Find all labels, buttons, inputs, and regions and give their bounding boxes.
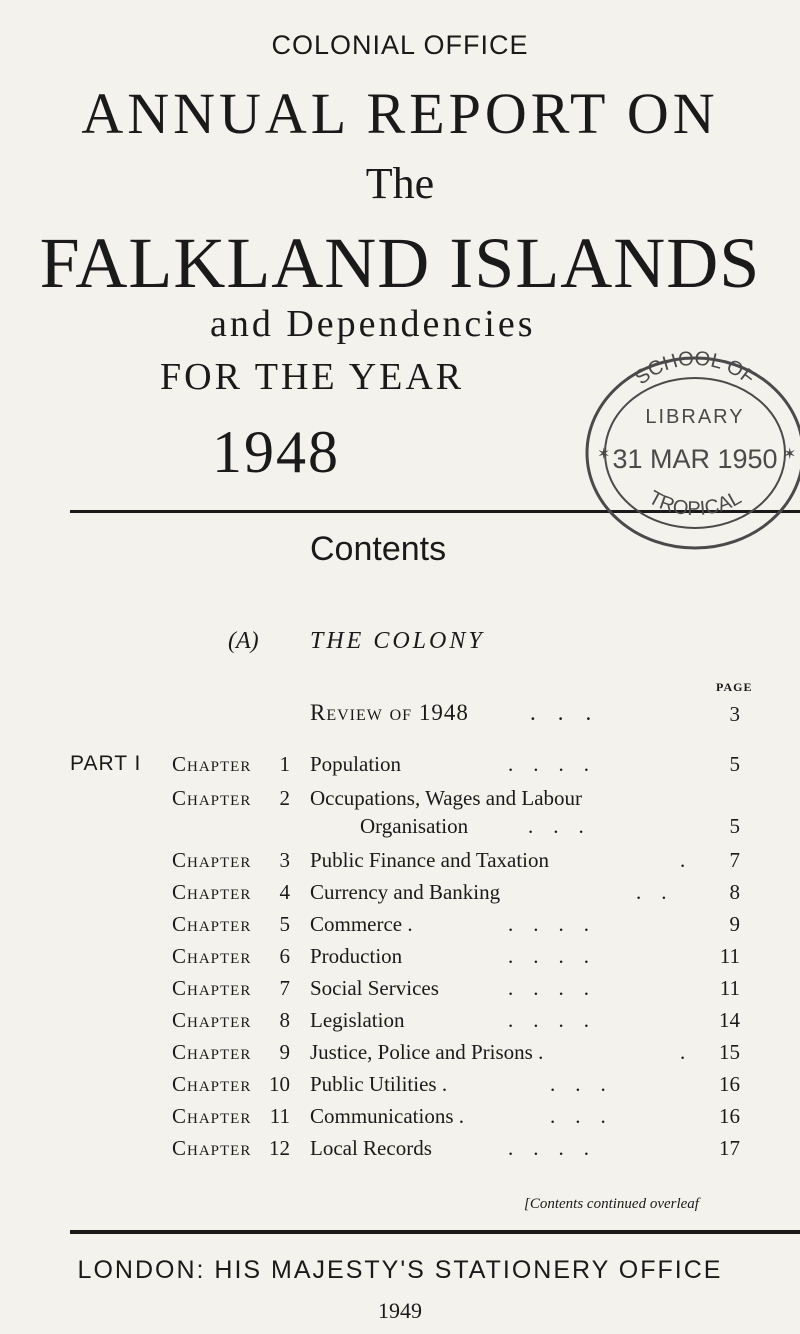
stamp-top-text: SCHOOL OF: [631, 347, 760, 390]
chapter-dots: .: [680, 1040, 706, 1064]
section-title: THE COLONY: [310, 628, 485, 654]
stamp-star-icon-left: ✶: [597, 444, 611, 463]
chapter-row: [0, 1072, 800, 1106]
chapter-number: 10: [269, 1072, 290, 1096]
chapter-title: Communications .: [310, 1104, 464, 1128]
chapter-row: [0, 752, 800, 786]
chapter-row: [0, 944, 800, 978]
chapter-dots: ...: [550, 1104, 626, 1128]
chapter-row: [0, 1040, 800, 1074]
chapter-number: 2: [279, 786, 290, 810]
for-the-year-label: FOR THE YEAR: [160, 356, 465, 398]
chapter-dots: ....: [508, 912, 609, 936]
chapter-dots: ....: [508, 1136, 609, 1160]
report-title-line2: The: [365, 159, 435, 208]
chapter-number: 8: [279, 1008, 290, 1032]
stamp-library-text: LIBRARY: [645, 406, 745, 428]
chapter-title: Justice, Police and Prisons .: [310, 1040, 544, 1064]
library-stamp: [575, 345, 800, 560]
chapter-dots: ...: [550, 1072, 626, 1096]
review-entry-page: 3: [729, 702, 740, 726]
stamp-date: 31 MAR 1950: [612, 444, 778, 474]
chapter-dots: ....: [508, 976, 609, 1000]
chapter-row: [0, 1008, 800, 1042]
chapter-title: Currency and Banking: [310, 880, 501, 904]
chapter-row: [0, 912, 800, 946]
report-title-line1: ANNUAL REPORT ON: [81, 81, 719, 146]
chapter-label: Chapter: [172, 1136, 252, 1160]
chapter-title: Social Services: [310, 976, 439, 1000]
chapter-page: 14: [719, 1008, 740, 1032]
chapter-dots: ...: [528, 814, 604, 838]
chapter-label: Chapter: [172, 944, 252, 968]
chapter-row: [0, 976, 800, 1010]
chapter-title: Occupations, Wages and Labour: [310, 786, 583, 810]
chapter-page: 16: [719, 1104, 740, 1128]
chapter-row: [0, 1104, 800, 1138]
chapter-dots: .: [680, 848, 706, 872]
chapter-label: Chapter: [172, 976, 252, 1000]
chapter-label: Chapter: [172, 1072, 252, 1096]
report-year: 1948: [212, 419, 340, 485]
chapter-title: Legislation: [310, 1008, 405, 1032]
chapter-number: 1: [279, 752, 290, 776]
chapter-label: Chapter: [172, 1040, 252, 1064]
chapter-page: 15: [719, 1040, 740, 1064]
chapter-number: 6: [279, 944, 290, 968]
report-subtitle: and Dependencies: [210, 303, 536, 345]
chapter-number: 12: [269, 1136, 290, 1160]
chapter-label: Chapter: [172, 848, 252, 872]
chapter-row: [0, 880, 800, 914]
chapter-number: 9: [279, 1040, 290, 1064]
stamp-bottom-text: TROPICAL: [644, 486, 746, 521]
chapter-title: Public Finance and Taxation: [310, 848, 550, 872]
part-label: PART I: [70, 752, 142, 775]
chapter-page: 17: [719, 1136, 740, 1160]
chapter-page: 8: [729, 880, 740, 904]
chapter-page: 7: [729, 848, 740, 872]
bottom-divider: [70, 1230, 800, 1234]
chapter-row: [0, 786, 800, 850]
chapter-dots: ..: [636, 880, 687, 904]
review-entry-title: Review of 1948: [310, 700, 469, 725]
chapter-row: [0, 1136, 800, 1170]
chapter-label: Chapter: [172, 1104, 252, 1128]
chapter-dots: ....: [508, 944, 609, 968]
contents-heading: Contents: [310, 530, 447, 568]
stamp-star-icon-right: ✶: [783, 444, 797, 463]
chapter-label: Chapter: [172, 1008, 252, 1032]
continued-note: [Contents continued overleaf: [524, 1196, 699, 1212]
chapter-page: 11: [719, 944, 740, 968]
chapter-title: Local Records: [310, 1136, 432, 1160]
chapter-title: Public Utilities .: [310, 1072, 448, 1096]
chapter-label: Chapter: [172, 786, 252, 810]
chapter-number: 5: [279, 912, 290, 936]
report-title-line3: FALKLAND ISLANDS: [39, 223, 761, 303]
publisher-line: LONDON: HIS MAJESTY'S STATIONERY OFFICE: [77, 1256, 723, 1284]
chapter-number: 4: [279, 880, 290, 904]
chapter-row: [0, 848, 800, 882]
chapter-number: 3: [279, 848, 290, 872]
chapter-label: Chapter: [172, 912, 252, 936]
review-entry-dots: ...: [530, 700, 614, 725]
chapter-title: Production: [310, 944, 403, 968]
chapter-dots: ....: [508, 1008, 609, 1032]
chapter-number: 11: [269, 1104, 290, 1128]
publication-year: 1949: [378, 1298, 422, 1323]
chapter-title: Commerce .: [310, 912, 413, 936]
chapter-page: 5: [729, 814, 740, 838]
chapter-dots: ....: [508, 752, 609, 776]
chapter-page: 16: [719, 1072, 740, 1096]
chapter-page: 5: [729, 752, 740, 776]
chapter-title-continued: Organisation: [360, 814, 469, 838]
chapter-number: 7: [279, 976, 290, 1000]
chapter-title: Population: [310, 752, 402, 776]
chapter-page: 11: [719, 976, 740, 1000]
chapter-page: 9: [729, 912, 740, 936]
office-name: COLONIAL OFFICE: [271, 30, 529, 60]
chapter-label: Chapter: [172, 880, 252, 904]
chapter-label: Chapter: [172, 752, 252, 776]
section-label: (A): [228, 628, 259, 654]
page-column-header: PAGE: [716, 680, 753, 694]
